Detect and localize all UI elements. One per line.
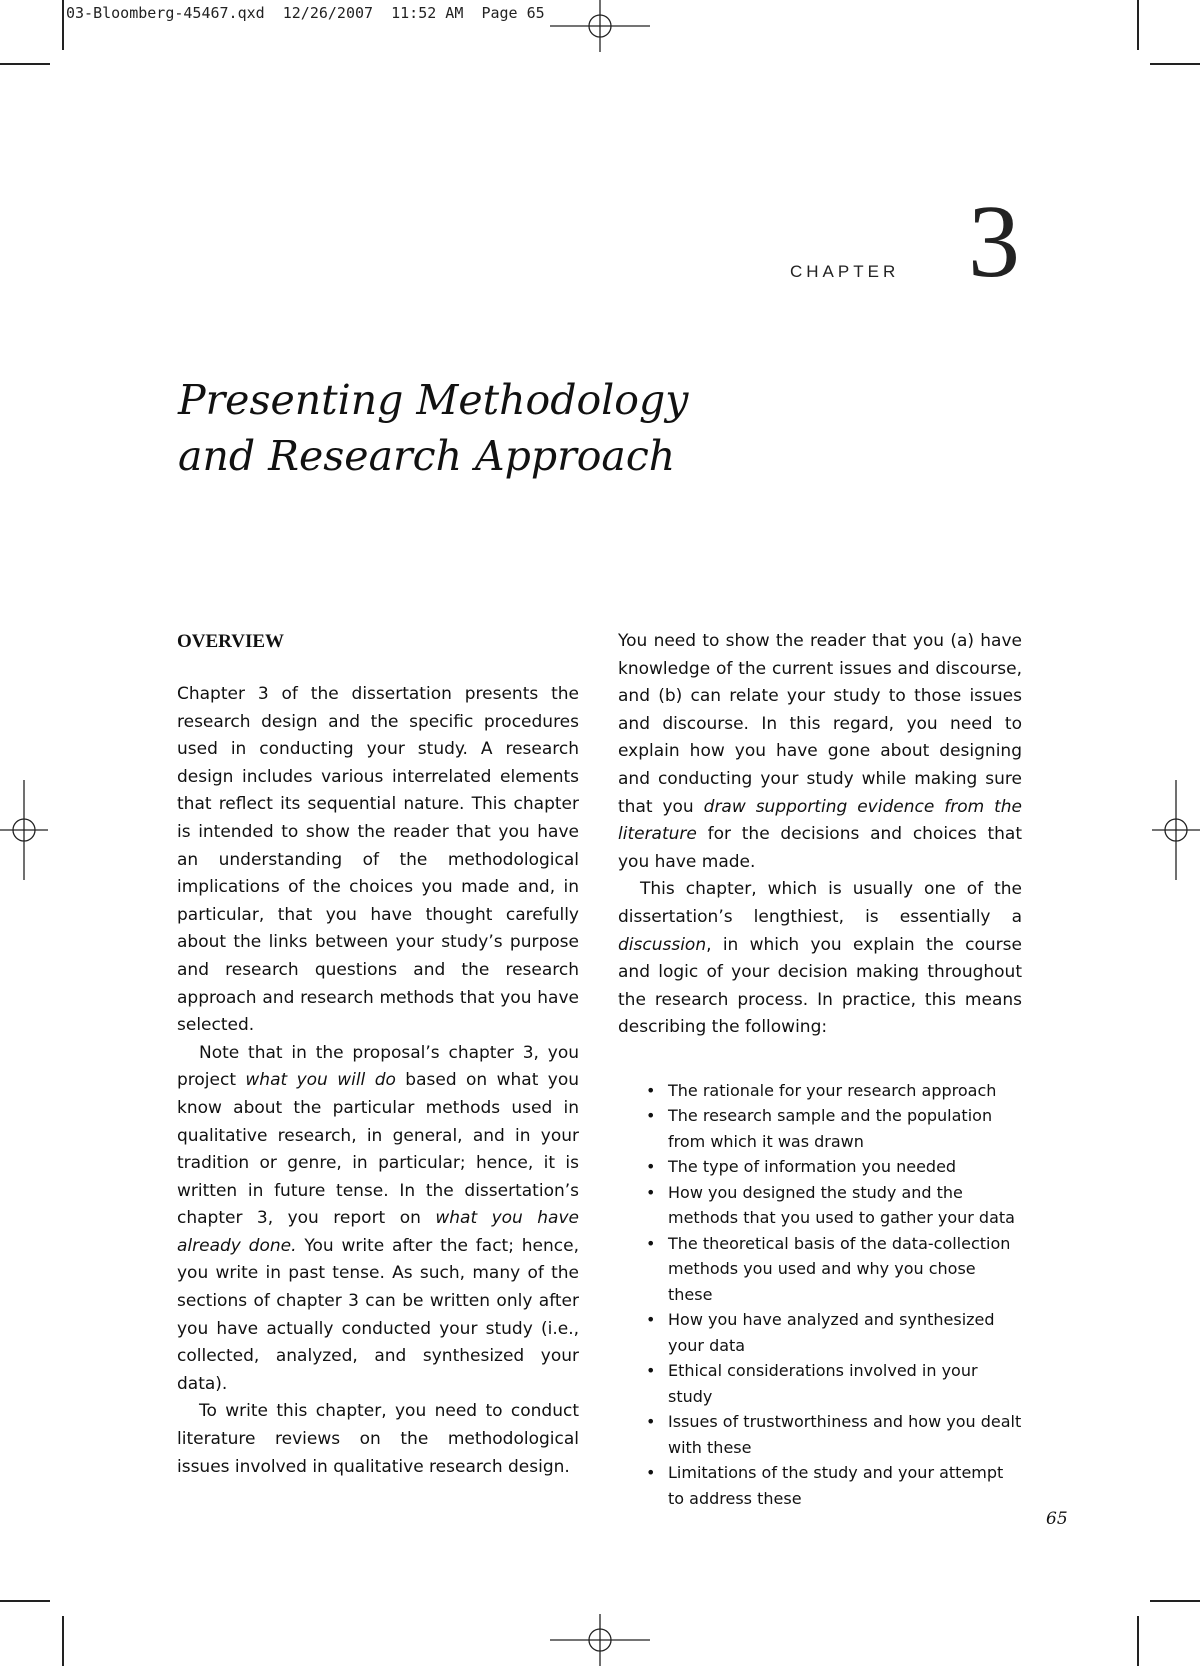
- bullet-list: [618, 1078, 1022, 1512]
- emphasis-discussion: discussion: [618, 934, 707, 955]
- registration-mark-right: [1140, 780, 1200, 880]
- chapter-title: [178, 372, 688, 484]
- list-item: • The type of information you needed: [618, 1154, 1022, 1180]
- print-slug: [66, 4, 545, 22]
- crop-mark-top-right-h: [1150, 63, 1200, 65]
- page-number: 65: [1046, 1509, 1068, 1529]
- paragraph-4: You need to show the reader that you (a) have knowledge of the current issues and discourse, and (b) can relate your study to those issues and discourse. In this regard, you need to explain how you have gone about designing and conducting your study while making sure that you draw supporting evidence from the literature for the decisions and choices that you have made.: [618, 631, 1022, 872]
- list-item: • The theoretical basis of the data-collection methods you used and why you chose these: [618, 1231, 1022, 1308]
- chapter-title-line-2: and Research Approach: [178, 432, 676, 480]
- paragraph-2: Note that in the proposal’s chapter 3, you project what you will do based on what you know about the particular methods used in qualitative research, in general, and in your tradition or genre, in particular; hence, it is written in future tense. In the dissertation’s chapter 3, you report on what you have already done. You write after the fact; hence, you write in past tense. As such, many of the sections of chapter 3 can be written only after you have actually conducted your study (i.e., collected, analyzed, and synthesized your data).: [177, 1042, 579, 1394]
- crop-mark-top-right-v: [1137, 0, 1139, 50]
- slug-file: 03-Bloomberg-45467.qxd: [66, 4, 265, 22]
- slug-date: 12/26/2007: [282, 4, 374, 22]
- slug-page: Page 65: [481, 4, 545, 22]
- registration-mark-top: [550, 0, 650, 60]
- crop-mark-top-left-v: [62, 0, 64, 50]
- paragraph-1: Chapter 3 of the dissertation presents the research design and the specific procedures used in conducting your study. A research design includes various interrelated elements that reflect its sequential nature. This chapter is intended to show the reader that you have an understanding of the methodological implications of the choices you made and, in particular, that you have thought carefully about the links between your study’s purpose and research questions and the research approach and research methods that you have selected.: [177, 684, 579, 1036]
- emphasis-past: what you have already done.: [177, 1208, 579, 1256]
- chapter-label: CHAPTER: [790, 262, 900, 281]
- chapter-title-line-1: Presenting Methodology: [178, 376, 689, 424]
- crop-mark-bottom-left-v: [62, 1616, 64, 1666]
- list-item: • Issues of trustworthiness and how you dealt with these: [618, 1409, 1022, 1460]
- list-item: • How you have analyzed and synthesized your data: [618, 1307, 1022, 1358]
- section-heading-overview: OVERVIEW: [177, 631, 285, 652]
- paragraph-3: To write this chapter, you need to conduct literature reviews on the methodological issues involved in qualitative research design.: [177, 1401, 579, 1477]
- crop-mark-top-left-h: [0, 63, 50, 65]
- crop-mark-bottom-right-h: [1150, 1600, 1200, 1602]
- emphasis-evidence: draw supporting evidence from the literature: [618, 796, 1022, 845]
- registration-mark-left: [0, 780, 60, 880]
- right-column: [618, 628, 1022, 1511]
- list-item: • How you designed the study and the methods that you used to gather your data: [618, 1180, 1022, 1231]
- crop-mark-bottom-left-h: [0, 1600, 50, 1602]
- registration-mark-bottom: [550, 1606, 650, 1666]
- slug-time: 11:52 AM: [391, 4, 464, 22]
- left-column: [177, 628, 579, 1481]
- list-item: • Limitations of the study and your attempt to address these: [618, 1460, 1022, 1511]
- list-item: • The rationale for your research approach: [618, 1078, 1022, 1104]
- chapter-number: 3: [968, 184, 1020, 299]
- crop-mark-bottom-right-v: [1137, 1616, 1139, 1666]
- paragraph-5: This chapter, which is usually one of the dissertation’s lengthiest, is essentially a discussion, in which you explain the course and logic of your decision making throughout the research process. In practice, this means describing the following:: [618, 879, 1022, 1038]
- list-item: • The research sample and the population from which it was drawn: [618, 1103, 1022, 1154]
- list-item: • Ethical considerations involved in your study: [618, 1358, 1022, 1409]
- emphasis-future: what you will do: [245, 1070, 396, 1091]
